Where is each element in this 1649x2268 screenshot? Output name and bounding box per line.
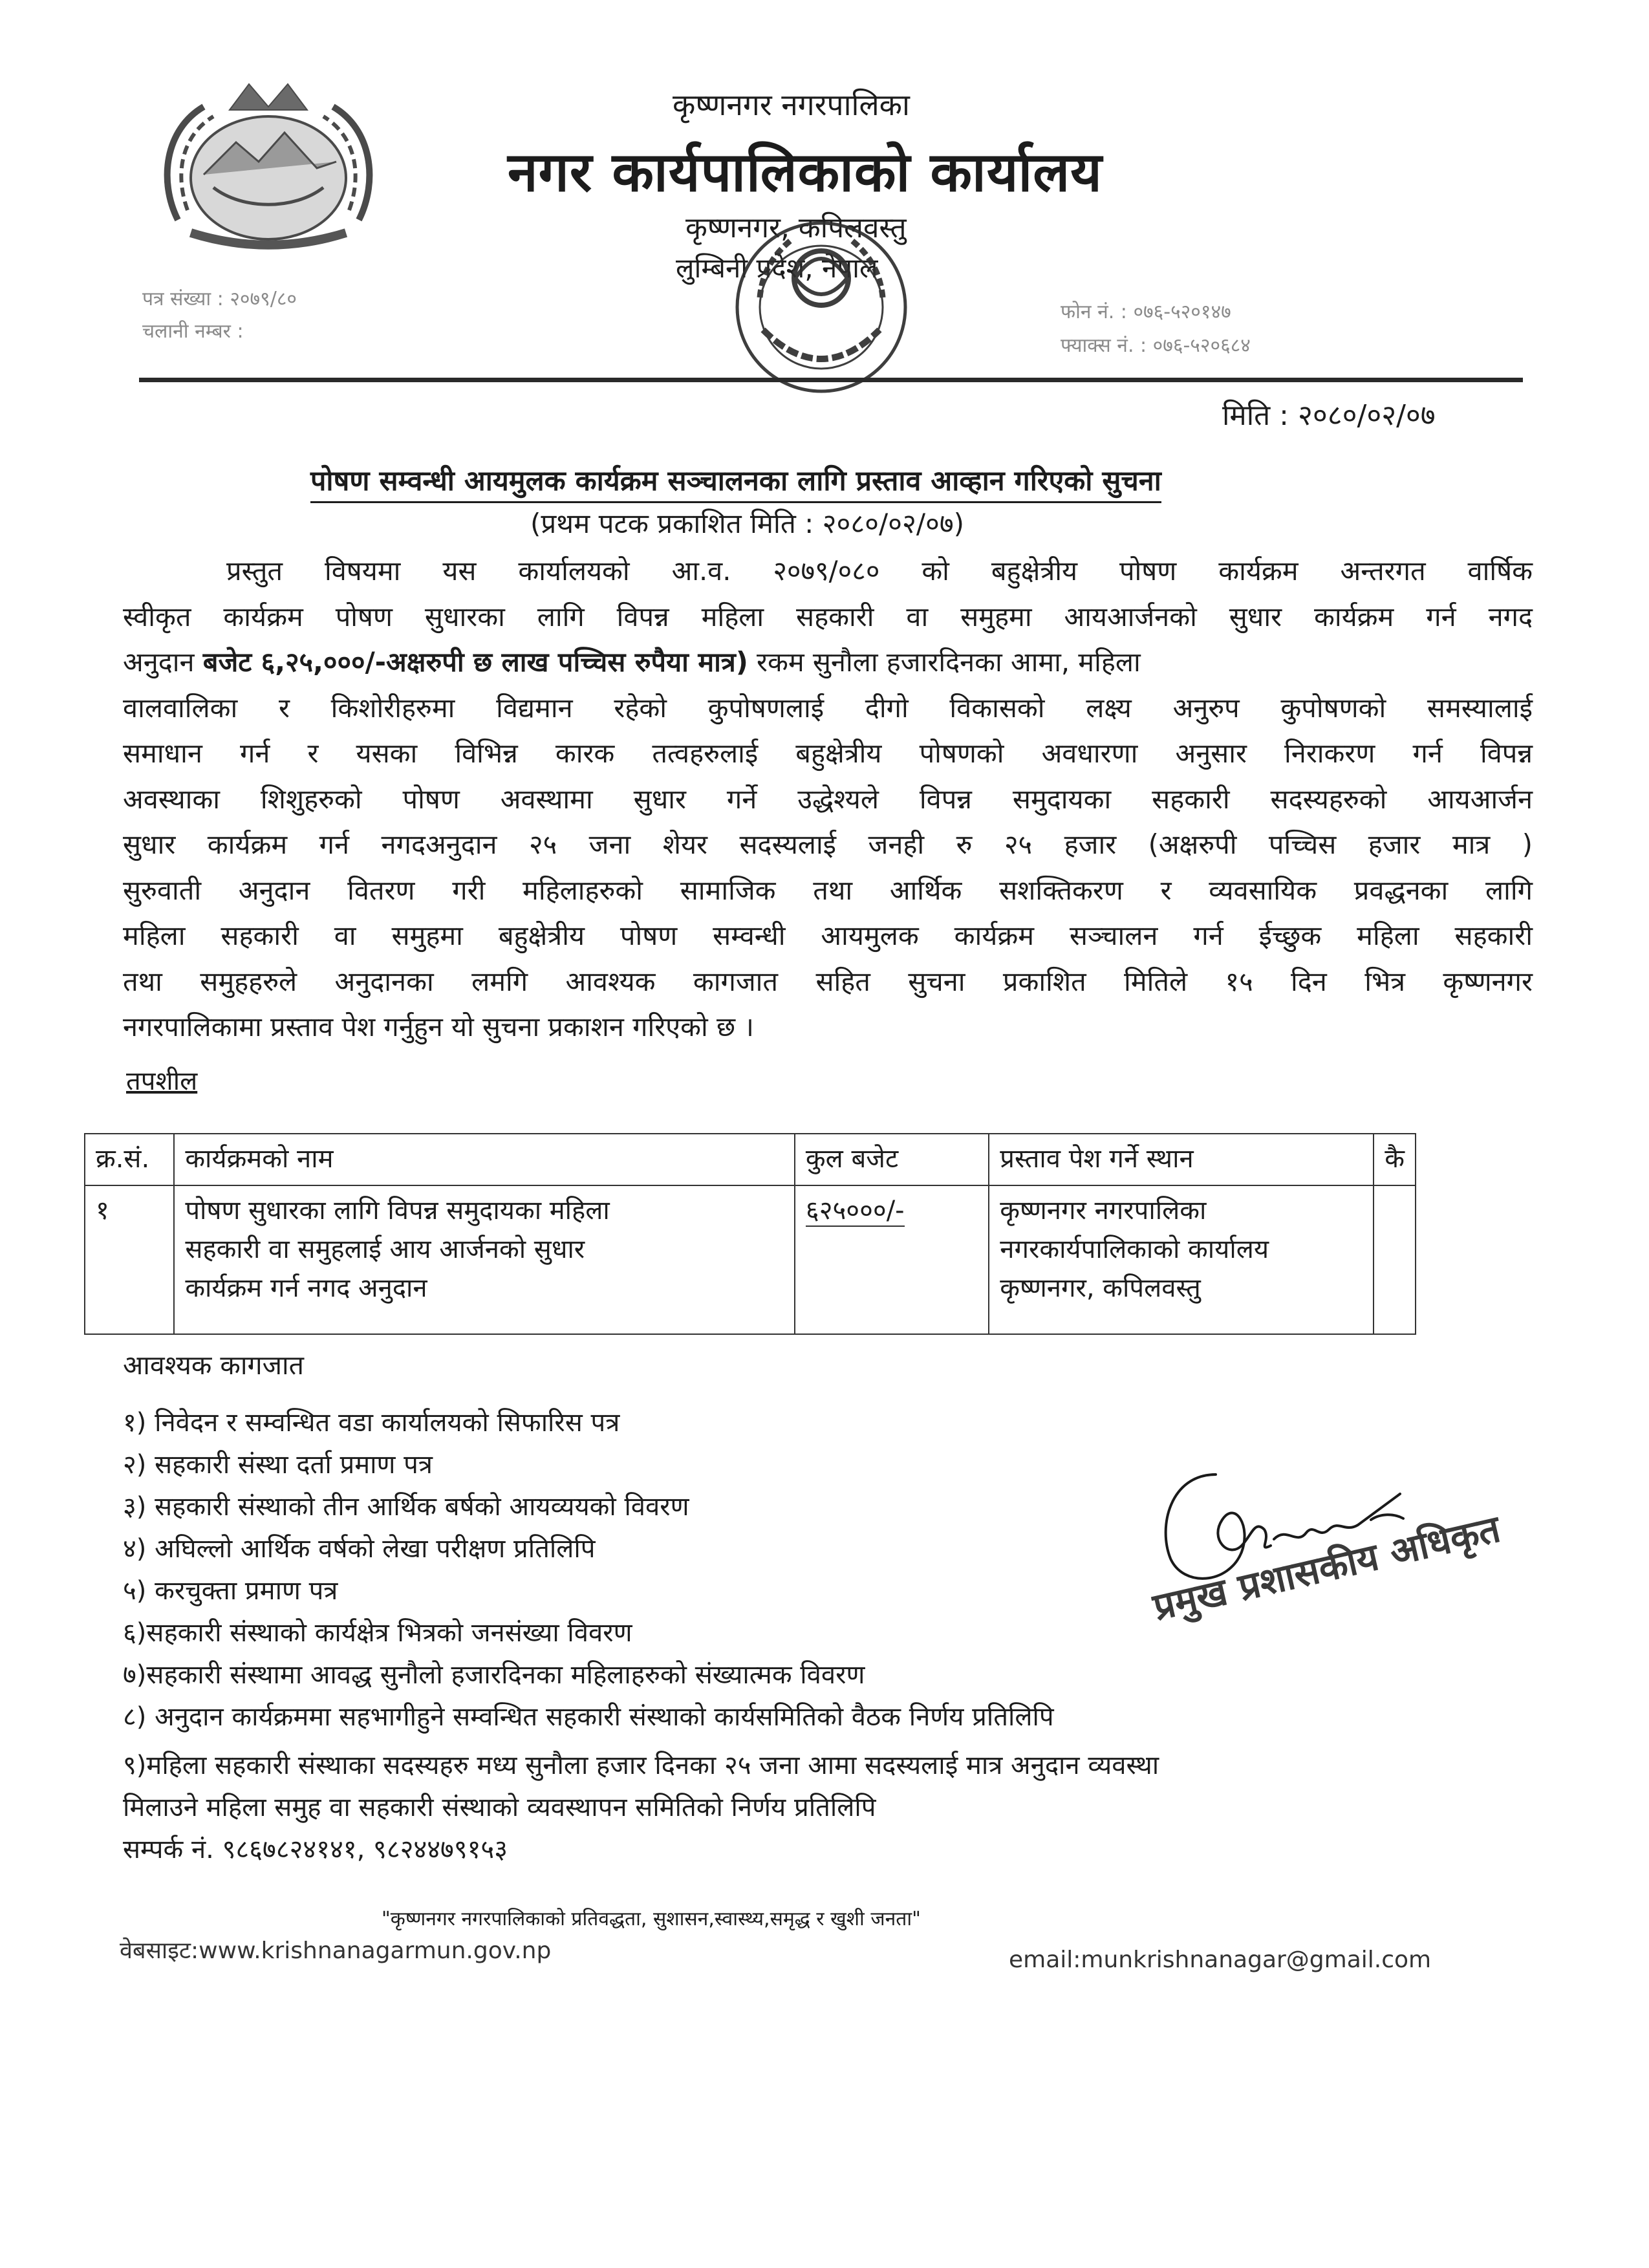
notice-title: पोषण सम्वन्धी आयमुलक कार्यक्रम सञ्चालनका लागि प्रस्ताव आव्हान गरिएको सुचना bbox=[310, 460, 1161, 503]
notice-date: मिति : २०८०/०२/०७ bbox=[1222, 399, 1436, 432]
cell-budget bbox=[795, 1185, 989, 1334]
place-line: कृष्णनगर, कपिलवस्तु bbox=[1000, 1273, 1201, 1303]
cell-submission-place bbox=[989, 1185, 1374, 1334]
documents-title: आवश्यक कागजात bbox=[123, 1350, 305, 1381]
body-line: सुरुवाती अनुदान वितरण गरी महिलाहरुको सामाजिक तथा आर्थिक सशक्तिकरण र व्यवसायिक प्रवद्धनका लागि bbox=[123, 874, 1533, 906]
header-divider bbox=[139, 378, 1523, 382]
budget-amount: बजेट ६,२५,०००/-अक्षरुपी छ लाख पच्चिस रुपैया मात्र) bbox=[202, 646, 748, 678]
cell-program-name bbox=[174, 1185, 795, 1334]
col-program-name: कार्यक्रमको नाम bbox=[174, 1134, 795, 1185]
document-item: १) निवेदन र सम्वन्धित वडा कार्यालयको सिफारिस पत्र bbox=[123, 1408, 620, 1438]
program-name-line: सहकारी वा समुहलाई आय आर्जनको सुधार bbox=[185, 1235, 585, 1264]
office-address: कृष्णनगर, कपिलवस्तु bbox=[685, 211, 907, 244]
document-item: ९)महिला सहकारी संस्थाका सदस्यहरु मध्य सुनौला हजार दिनका २५ जना आमा सदस्यलाई मात्र अनुदान व्यवस्था bbox=[123, 1751, 1159, 1780]
cell-remarks bbox=[1374, 1185, 1416, 1334]
program-name-line: कार्यक्रम गर्न नगद अनुदान bbox=[185, 1273, 427, 1303]
municipality-name: कृष्णनगर नगरपालिका bbox=[673, 87, 910, 122]
document-item: ६)सहकारी संस्थाको कार्यक्षेत्र भित्रको जनसंख्या विवरण bbox=[123, 1618, 632, 1648]
document-item: ३) सहकारी संस्थाको तीन आर्थिक बर्षको आयव्ययको विवरण bbox=[123, 1492, 689, 1522]
body-line: वालवालिका र किशोरीहरुमा विद्यमान रहेको कुपोषणलाई दीगो विकासको लक्ष्य अनुरुप कुपोषणको समस्यालाई bbox=[123, 691, 1533, 724]
footer-website: वेबसाइट:www.krishnanagarmun.gov.np bbox=[120, 1938, 552, 1964]
document-item: २) सहकारी संस्था दर्ता प्रमाण पत्र bbox=[123, 1450, 433, 1480]
document-item: मिलाउने महिला समुह वा सहकारी संस्थाको व्यवस्थापन समितिको निर्णय प्रतिलिपि bbox=[123, 1793, 876, 1822]
document-item: ४) अघिल्लो आर्थिक वर्षको लेखा परीक्षण प्रतिलिपि bbox=[123, 1534, 596, 1564]
col-submission-place: प्रस्ताव पेश गर्ने स्थान bbox=[989, 1134, 1374, 1185]
body-line: महिला सहकारी वा समुहमा बहुक्षेत्रीय पोषण सम्वन्धी आयमुलक कार्यक्रम सञ्चालन गर्न ईच्छुक महिला सहकारी bbox=[123, 920, 1533, 951]
footer-motto: "कृष्णनगर नगरपालिकाको प्रतिवद्धता, सुशासन,स्वास्थ्य,समृद्ध र खुशी जनता" bbox=[382, 1908, 921, 1930]
body-line: स्वीकृत कार्यक्रम पोषण सुधारका लागि विपन्न महिला सहकारी वा समुहमा आयआर्जनको सुधार कार्यक्रम गर्न नगद bbox=[123, 600, 1533, 632]
body-line: नगरपालिकामा प्रस्ताव पेश गर्नुहुन यो सुचना प्रकाशन गरिएको छ । bbox=[123, 1011, 754, 1042]
body-line: समाधान गर्न र यसका विभिन्न कारक तत्वहरुलाई बहुक्षेत्रीय पोषणको अवधारणा अनुसार निराकरण गर्न विपन्न bbox=[123, 737, 1533, 769]
body-text: रकम सुनौला हजारदिनका आमा, महिला bbox=[757, 646, 1141, 678]
footer-email: email:munkrishnanagar@gmail.com bbox=[1009, 1947, 1432, 1973]
notice-body bbox=[123, 548, 1533, 1050]
dispatch-number: चलानी नम्बर : bbox=[142, 320, 244, 343]
document-item: ८) अनुदान कार्यक्रममा सहभागीहुने सम्वन्धित सहकारी संस्थाको कार्यसमितिको वैठक निर्णय प्रतिलिपि bbox=[123, 1702, 1054, 1732]
table-caption: तपशील bbox=[126, 1066, 198, 1096]
document-item: ५) करचुक्ता प्रमाण पत्र bbox=[123, 1576, 338, 1606]
body-line: सुधार कार्यक्रम गर्न नगदअनुदान २५ जना शेयर सदस्यलाई जनही रु २५ हजार (अक्षरुपी पच्चिस हजार मात्र ) bbox=[123, 828, 1533, 860]
signatory-title: प्रमुख प्रशासकीय अधिकृत bbox=[1148, 1506, 1505, 1630]
body-line bbox=[123, 640, 1533, 686]
col-serial: क्र.सं. bbox=[85, 1134, 174, 1185]
office-province: लुम्बिनी प्रदेश, नेपाल bbox=[676, 252, 878, 284]
letter-number: पत्र संख्या : २०७९/८० bbox=[142, 288, 297, 310]
cell-serial: १ bbox=[85, 1185, 174, 1334]
place-line: कृष्णनगर नगरपालिका bbox=[1000, 1196, 1207, 1226]
contact-numbers: सम्पर्क नं. ९८६७८२४१४१, ९८२४४७९१५३ bbox=[123, 1835, 508, 1864]
program-name-line: पोषण सुधारका लागि विपन्न समुदायका महिला bbox=[185, 1196, 610, 1226]
body-line: प्रस्तुत विषयमा यस कार्यालयको आ.व. २०७९/०८० को बहुक्षेत्रीय पोषण कार्यक्रम अन्तरगत वार्षिक bbox=[226, 555, 1533, 587]
budget-value: ६२५०००/- bbox=[805, 1196, 905, 1226]
phone-number: फोन नं. : ०७६-५२०१४७ bbox=[1061, 301, 1231, 323]
details-table bbox=[84, 1133, 1416, 1335]
body-text: अनुदान bbox=[123, 646, 195, 678]
table-row bbox=[85, 1185, 1416, 1334]
fax-number: फ्याक्स नं. : ०७६-५२०६८४ bbox=[1061, 334, 1251, 357]
body-line: अवस्थाका शिशुहरुको पोषण अवस्थामा सुधार गर्ने उद्धेश्यले विपन्न समुदायका सहकारी सदस्यहरुको आयआर्जन bbox=[123, 783, 1533, 815]
body-line: तथा समुहहरुले अनुदानका लमगि आवश्यक कागजात सहित सुचना प्रकाशित मितिले १५ दिन भित्र कृष्णनगर bbox=[123, 965, 1533, 997]
place-line: नगरकार्यपालिकाको कार्यालय bbox=[1000, 1235, 1269, 1264]
notice-subtitle: (प्रथम पटक प्रकाशित मिति : २०८०/०२/०७) bbox=[530, 508, 965, 539]
table-header-row bbox=[85, 1134, 1416, 1185]
office-name: नगर कार्यपालिकाको कार्यालय bbox=[508, 140, 1103, 204]
col-remarks: कै bbox=[1374, 1134, 1416, 1185]
col-budget: कुल बजेट bbox=[795, 1134, 989, 1185]
nepal-emblem-icon bbox=[152, 71, 385, 259]
document-item: ७)सहकारी संस्थामा आवद्ध सुनौलो हजारदिनका महिलाहरुको संख्यात्मक विवरण bbox=[123, 1660, 865, 1690]
